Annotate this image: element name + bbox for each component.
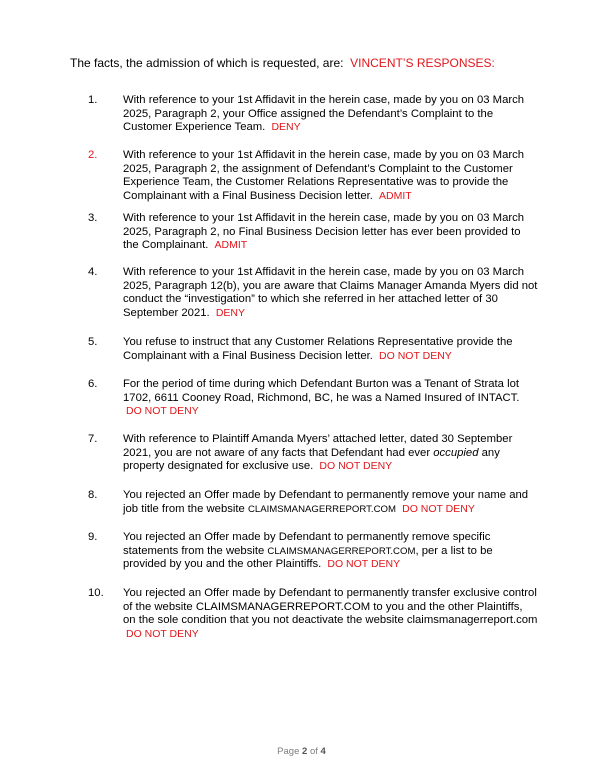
list-item	[88, 489, 538, 516]
item-number: 5.	[88, 336, 98, 348]
item-response: DO NOT DENY	[379, 349, 452, 362]
list-item	[88, 587, 538, 641]
item-response: ADMIT	[379, 189, 412, 202]
item-response: DO NOT DENY	[319, 460, 393, 473]
item-number: 1.	[88, 94, 98, 106]
intro-line	[70, 56, 495, 70]
item-response: DENY	[215, 306, 245, 319]
list-item	[88, 378, 538, 419]
website-url: CLAIMSMANAGERREPORT.COM	[267, 545, 416, 557]
page-footer	[0, 746, 603, 757]
item-text: With reference to your 1st Affidavit in the herein case, made by you on 03 March 2025, Paragraph 12(b), you are aware that Claims Manager Amanda Myers did not conduct the “investigation” to which she referred in her attached letter of 30 September 2021. DENY	[123, 266, 538, 319]
item-number: 2.	[88, 149, 98, 161]
responses-heading: VINCENT’S RESPONSES:	[350, 56, 495, 70]
item-text: For the period of time during which Defendant Burton was a Tenant of Strata lot 1702, 6611 Cooney Road, Richmond, BC, he was a Named Insured of INTACT. DO NOT DENY	[123, 378, 520, 418]
item-text: You rejected an Offer made by Defendant to permanently remove specific statements from the website CLAIMSMANAGERREPORT.COM, per a list to be provided by you and the other Plaintiffs. DO NOT DENY	[123, 531, 493, 571]
item-text: With reference to Plaintiff Amanda Myers’ attached letter, dated 30 September 2021, you are not aware of any facts that Defendant had ever occupied any property designated for exclusive use. DO NOT DENY	[123, 433, 513, 473]
item-text: With reference to your 1st Affidavit in the herein case, made by you on 03 March 2025, Paragraph 2, your Office assigned the Defendant’s Complaint to the Customer Experience Team. DENY	[123, 94, 525, 134]
item-emphasis: occupied	[433, 446, 479, 459]
item-response: DO NOT DENY	[126, 405, 199, 418]
item-text: You rejected an Offer made by Defendant to permanently remove your name and job title from the website CLAIMSMANAGERREPORT.COM DO NOT DENY	[123, 489, 529, 515]
of-word: of	[309, 746, 318, 757]
item-number: 10.	[88, 587, 104, 599]
item-number: 7.	[88, 433, 98, 445]
item-number: 8.	[88, 489, 98, 501]
item-response: DO NOT DENY	[126, 627, 199, 640]
list-item	[88, 94, 538, 135]
item-text: With reference to your 1st Affidavit in the herein case, made by you on 03 March 2025, Paragraph 2, no Final Business Decision letter has ever been provided to the Complainant. ADMIT	[123, 212, 525, 252]
list-item	[88, 336, 538, 363]
item-number: 9.	[88, 531, 98, 543]
item-response: DO NOT DENY	[402, 502, 475, 515]
page-current: 2	[302, 746, 308, 757]
item-response: DO NOT DENY	[327, 558, 401, 571]
page-total: 4	[320, 746, 326, 757]
intro-lead: The facts, the admission of which is requested, are:	[70, 56, 344, 70]
item-number: 6.	[88, 378, 98, 390]
item-number: 4.	[88, 266, 98, 278]
list-item	[88, 212, 538, 253]
website-url: CLAIMSMANAGERREPORT.COM	[247, 503, 396, 515]
item-text: You rejected an Offer made by Defendant to permanently transfer exclusive control of the website CLAIMSMANAGERREPORT.COM to you and the other Plaintiffs, on the sole condition that you not deactivate the website claimsmanagerreport.com DO NOT DENY	[123, 587, 538, 640]
item-number: 3.	[88, 212, 98, 224]
list-item	[88, 149, 538, 203]
page-word: Page	[277, 746, 300, 757]
item-response: DENY	[271, 121, 301, 134]
item-text: You refuse to instruct that any Customer Relations Representative provide the Complainant with a Final Business Decision letter. DO NOT DENY	[123, 336, 513, 362]
list-item	[88, 531, 538, 572]
list-item	[88, 266, 538, 320]
item-text: With reference to your 1st Affidavit in the herein case, made by you on 03 March 2025, Paragraph 2, the assignment of Defendant’s Complaint to the Customer Experience Team, the Customer Relations Representative was to provide the Complainant with a Final Business Decision letter. ADMIT	[123, 149, 525, 202]
item-response: ADMIT	[214, 239, 248, 252]
list-item	[88, 433, 538, 474]
